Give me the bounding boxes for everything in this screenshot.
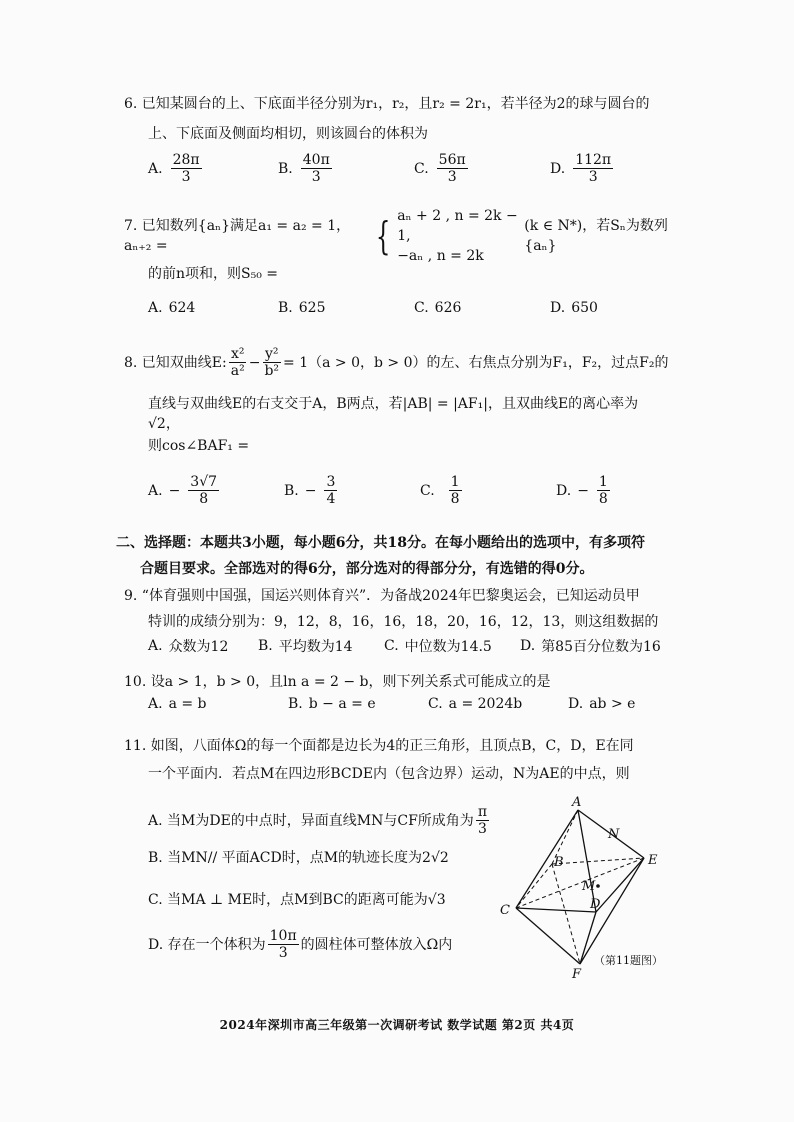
label-a: A bbox=[572, 796, 582, 810]
edge-cf bbox=[516, 908, 580, 964]
q6-line1: 6. 已知某圆台的上、下底面半径分别为r₁，r₂，且r₂ = 2r₁，若半径为2的球与圆台的 bbox=[124, 96, 650, 112]
q7-option-b: B. 625 bbox=[278, 300, 326, 316]
q6-line2: 上、下底面及侧面均相切，则该圆台的体积为 bbox=[148, 126, 428, 142]
label-e: E bbox=[648, 853, 658, 868]
q11-option-c: C. 当MA ⊥ ME时，点M到BC的距离可能为√3 bbox=[148, 892, 446, 908]
q7-line2: 的前n项和，则S₅₀ = bbox=[148, 266, 279, 282]
q9-options bbox=[148, 636, 688, 656]
label-d: D bbox=[590, 897, 601, 912]
edge-de bbox=[596, 858, 644, 912]
label-m: M bbox=[582, 879, 596, 894]
q8-options bbox=[148, 474, 668, 507]
q6-option-b: B. $\frac{40\pi}{3}$ bbox=[278, 152, 330, 185]
q9-line2: 特训的成绩分别为：9，12，8，16，16，18，20，16，12，13，则这组数据的 bbox=[148, 614, 659, 630]
q10-option-b: B. b − a = e bbox=[288, 696, 376, 712]
edge-ce bbox=[516, 858, 644, 908]
q10-option-c: C. a = 2024b bbox=[428, 696, 523, 712]
q7-options bbox=[148, 300, 668, 316]
q10-option-a: A. a = b bbox=[148, 696, 207, 712]
q6-options bbox=[148, 152, 668, 185]
q8-option-d: D. − $\frac{1}{8}$ bbox=[556, 474, 608, 507]
q10-line1: 10. 设a > 1，b > 0，且ln a = 2 − b，则下列关系式可能成立的是 bbox=[124, 674, 551, 690]
label-b: B bbox=[554, 855, 564, 870]
figure-caption: （第11题图） bbox=[594, 954, 663, 967]
q6-option-d: D. $\frac{112\pi}{3}$ bbox=[550, 152, 612, 185]
label-n: N bbox=[608, 827, 620, 842]
section2-heading: 二、选择题：本题共3小题，每小题6分，共18分。在每小题给出的选项中，有多项符 合题目要求。全部选对的得6分，部分选对的得部分分，有选错的得0分。 bbox=[116, 535, 645, 577]
q6-option-c: C. $\frac{56\pi}{3}$ bbox=[414, 152, 466, 185]
label-f: F bbox=[572, 967, 582, 980]
q11-line2: 一个平面内．若点M在四边形BCDE内（包含边界）运动，N为AE的中点，则 bbox=[148, 766, 630, 782]
edge-ac bbox=[516, 810, 578, 908]
edge-cd bbox=[516, 908, 596, 912]
octahedron-figure bbox=[486, 796, 676, 980]
q9-option-d: D. 第85百分位数为16 bbox=[520, 638, 661, 655]
point-m bbox=[596, 884, 600, 888]
q9-option-c: C. 中位数为14.5 bbox=[384, 638, 492, 655]
page-footer: 2024年深圳市高三年级第一次调研考试 数学试题 第2页 共4页 bbox=[219, 1018, 575, 1032]
q11-option-a: A. 当M为DE的中点时，异面直线MN与CF所成角为 $\frac{\pi}{3}$ bbox=[148, 804, 488, 837]
q8-option-b: B. − $\frac{3}{4}$ bbox=[284, 474, 336, 507]
q7-option-d: D. 650 bbox=[550, 300, 598, 316]
q8-option-c: C. $\frac{1}{8}$ bbox=[420, 474, 460, 507]
q6-option-a: A. $\frac{28\pi}{3}$ bbox=[148, 152, 200, 185]
q7-line1: 7. 已知数列{aₙ}满足a₁ = a₂ = 1，aₙ₊₂ = { aₙ + 2 , n = 2k − 1, −aₙ , n = 2k (k ∈ N*)，若Sₙ为数列{aₙ} bbox=[124, 208, 668, 264]
q8-line1: 8. 已知双曲线E: $\frac{\text{x²}}{\text{a²}}$ − $\frac{\text{y²}}{\text{b²}}$ = 1（a > 0，b > 0）的左、右焦点分别为F₁，F₂，过点F₂的 bbox=[124, 346, 669, 379]
q8-line2: 直线与双曲线E的右支交于A，B两点，若|AB| = |AF₁|，且双曲线E的离心率为√2， bbox=[148, 396, 639, 432]
q7-option-a: A. 624 bbox=[148, 300, 196, 316]
q9-line1: 9. “体育强则中国强，国运兴则体育兴”．为备战2024年巴黎奥运会，已知运动员甲 bbox=[124, 588, 640, 604]
q8-option-a: A. − $\frac{3√7}{8}$ bbox=[148, 474, 218, 507]
q10-options bbox=[148, 696, 668, 712]
q9-option-a: A. 众数为12 bbox=[148, 638, 229, 655]
q11-option-d: D. 存在一个体积为 $\frac{10\pi}{3}$ 的圆柱体可整体放入Ω内 bbox=[148, 928, 453, 961]
q11-option-b: B. 当MN// 平面ACD时，点M的轨迹长度为2√2 bbox=[148, 850, 449, 866]
q10-option-d: D. ab > e bbox=[568, 696, 636, 712]
q9-option-b: B. 平均数为14 bbox=[258, 638, 353, 655]
q7-piecewise: { aₙ + 2 , n = 2k − 1, −aₙ , n = 2k bbox=[375, 208, 518, 264]
q8-line3: 则cos∠BAF₁ = bbox=[148, 438, 250, 454]
q11-line1: 11. 如图，八面体Ω的每一个面都是边长为4的正三角形，且顶点B，C，D，E在同 bbox=[124, 738, 634, 754]
label-c: C bbox=[500, 903, 510, 918]
edge-bf bbox=[552, 864, 580, 964]
q7-option-c: C. 626 bbox=[414, 300, 462, 316]
edge-bc bbox=[516, 864, 552, 908]
